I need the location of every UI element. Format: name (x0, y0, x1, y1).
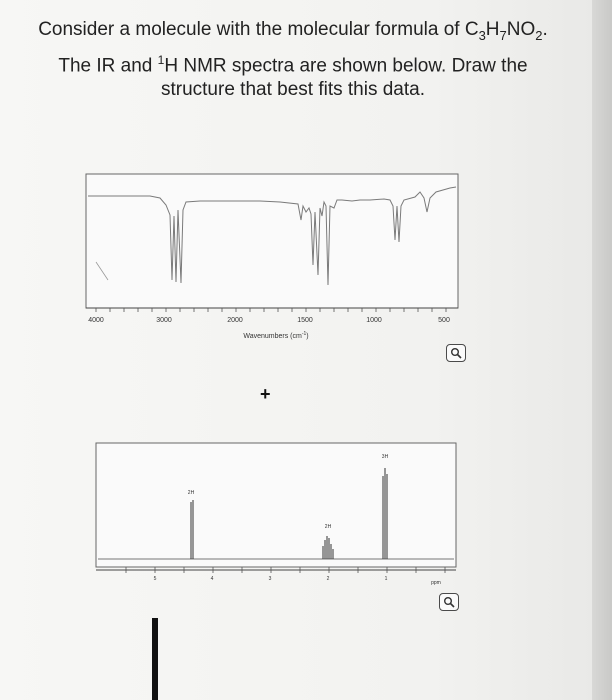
nmr-tick-label-1: 1 (384, 576, 388, 582)
nmr-tick-label-4: 4 (210, 576, 214, 582)
nmr-ppm-label: ppm (431, 580, 441, 586)
nmr-integration-3h: 3H (381, 454, 389, 460)
ir-tick-label-2000: 2000 (227, 317, 243, 324)
drawing-tool-edge (152, 618, 158, 700)
crosshair-icon: + (260, 384, 271, 404)
question-line-1: Consider a molecule with the molecular formula of $C_3H_7NO_2$. (38, 19, 548, 43)
zoom-nmr-button[interactable] (439, 593, 459, 611)
nmr-tick-label-2: 2 (326, 576, 330, 582)
nmr-integration-2h-a: 2H (187, 490, 195, 496)
ir-tick-label-1000: 1000 (366, 317, 382, 324)
nmr-tick-label-5: 5 (153, 576, 157, 582)
ir-tick-label-500: 500 (438, 317, 450, 324)
ir-tick-label-3000: 3000 (156, 317, 172, 324)
ir-x-axis-label: Wavenumbers $(cm^{-1})$ (243, 331, 309, 340)
ir-tick-label-4000: 4000 (88, 317, 104, 324)
nmr-tick-label-3: 3 (268, 576, 272, 582)
question-line-3: structure that best fits this data. (160, 79, 425, 101)
nmr-integration-2h-b: 2H (324, 524, 332, 530)
zoom-icon (443, 596, 455, 608)
nmr-plot-frame (96, 443, 456, 567)
question-line-2: The IR and $^1$H NMR spectra are shown below. Draw the (58, 52, 528, 77)
ir-tick-label-1500: 1500 (297, 317, 313, 324)
